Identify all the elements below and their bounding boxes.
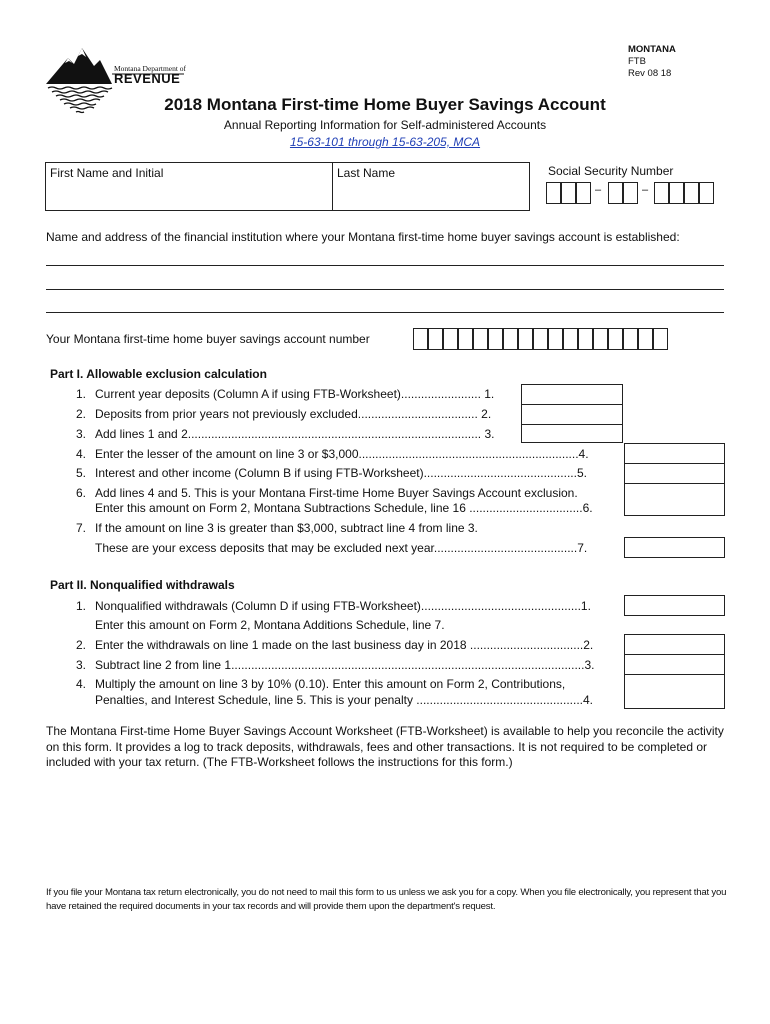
first-name-field[interactable] <box>45 162 333 211</box>
part1-line1-text: Current year deposits (Column A if using FTB-Worksheet)........................ 1. <box>95 387 495 401</box>
part1-heading: Part I. Allowable exclusion calculation <box>50 367 267 381</box>
part1-line4-text: Enter the lesser of the amount on line 3 or $3,000..................................................................4. <box>95 447 589 461</box>
part2-line-number: 3. <box>75 658 86 672</box>
part2-line-number: 1. <box>75 599 86 613</box>
account-digit[interactable] <box>413 328 428 350</box>
part1-line6-input[interactable] <box>624 483 725 516</box>
part2-line3-input[interactable] <box>624 654 725 675</box>
ssn-dash: – <box>595 184 602 196</box>
part1-line7-text-2: These are your excess deposits that may be excluded next year...........................................7. <box>95 541 588 555</box>
part2-line4-text: Multiply the amount on line 3 by 10% (0.10). Enter this amount on Form 2, Contributions, <box>95 677 566 691</box>
part1-line-number: 2. <box>75 407 86 421</box>
institution-line-3[interactable] <box>46 312 724 313</box>
part1-line5-text: Interest and other income (Column B if using FTB-Worksheet)..............................................5. <box>95 466 587 480</box>
state-label: MONTANA <box>628 44 676 55</box>
part1-line-number: 1. <box>75 387 86 401</box>
part2-line4-text-2: Penalties, and Interest Schedule, line 5. This is your penalty ..................................................4. <box>95 693 594 707</box>
account-digit[interactable] <box>593 328 608 350</box>
ssn-digit[interactable] <box>576 182 591 204</box>
account-digit[interactable] <box>578 328 593 350</box>
ssn-digit[interactable] <box>623 182 638 204</box>
part2-heading: Part II. Nonqualified withdrawals <box>50 578 235 592</box>
part2-line1-input[interactable] <box>624 595 725 616</box>
ssn-field[interactable] <box>546 182 726 206</box>
form-id-block <box>628 44 676 80</box>
revision-date: Rev 08 18 <box>628 68 672 79</box>
efile-note: If you file your Montana tax return electronically, you do not need to mail this form to us unless we ask you for a copy. When you file electronically, you represent that you have retained the required documents in your tax records and will provide them upon the department's request. <box>46 887 727 912</box>
dept-line: Montana Department of <box>114 64 187 73</box>
part2-line-number: 2. <box>75 638 86 652</box>
part2-line2-text: Enter the withdrawals on line 1 made on the last business day in 2018 ..................................2. <box>95 638 594 652</box>
account-digit[interactable] <box>458 328 473 350</box>
part1-line-number: 6. <box>75 486 86 500</box>
part1-line3-input[interactable] <box>521 424 623 443</box>
ssn-digit[interactable] <box>546 182 561 204</box>
part2-line3-text: Subtract line 2 from line 1..........................................................................................................3. <box>95 658 595 672</box>
account-number-field[interactable] <box>413 328 673 352</box>
account-digit[interactable] <box>623 328 638 350</box>
account-digit[interactable] <box>488 328 503 350</box>
account-digit[interactable] <box>653 328 668 350</box>
part1-line4-input[interactable] <box>624 443 725 464</box>
ssn-dash: – <box>642 184 649 196</box>
last-name-field[interactable] <box>332 162 530 211</box>
ssn-digit[interactable] <box>699 182 714 204</box>
account-digit[interactable] <box>638 328 653 350</box>
institution-line-1[interactable] <box>46 265 724 266</box>
part1-line7-input[interactable] <box>624 537 725 558</box>
ssn-digit[interactable] <box>684 182 699 204</box>
account-digit[interactable] <box>443 328 458 350</box>
part2-line2-input[interactable] <box>624 634 725 655</box>
account-digit[interactable] <box>548 328 563 350</box>
last-name-label: Last Name <box>337 166 396 180</box>
part2-line1-text-2: Enter this amount on Form 2, Montana Additions Schedule, line 7. <box>95 618 445 632</box>
part2-line1-text: Nonqualified withdrawals (Column D if using FTB-Worksheet)................................................1. <box>95 599 591 613</box>
account-digit[interactable] <box>473 328 488 350</box>
ssn-digit[interactable] <box>669 182 684 204</box>
form-code: FTB <box>628 56 646 67</box>
account-digit[interactable] <box>428 328 443 350</box>
account-number-label: Your Montana first-time home buyer savings account number <box>46 332 370 346</box>
part2-line-number: 4. <box>75 677 86 691</box>
part1-line2-input[interactable] <box>521 404 623 425</box>
account-digit[interactable] <box>518 328 533 350</box>
form-subtitle: Annual Reporting Information for Self-administered Accounts <box>223 118 547 132</box>
dept-name: REVENUE <box>114 71 181 86</box>
ssn-digit[interactable] <box>654 182 669 204</box>
worksheet-note: The Montana First-time Home Buyer Savings Account Worksheet (FTB-Worksheet) is available to help you reconcile the activity on this form. It provides a log to track deposits, withdrawals, fees and other transactions. It is not required to be completed or included with your tax return. (The FTB-Worksheet follows the instructions for this form.) <box>46 724 724 769</box>
account-digit[interactable] <box>503 328 518 350</box>
part1-line6-text: Add lines 4 and 5. This is your Montana First-time Home Buyer Savings Account exclusion. <box>95 486 578 500</box>
part1-line-number: 4. <box>75 447 86 461</box>
first-name-label: First Name and Initial <box>50 166 164 180</box>
part1-line3-text: Add lines 1 and 2........................................................................................ 3. <box>95 427 495 441</box>
part1-line-number: 3. <box>75 427 86 441</box>
part1-line6-text-2: Enter this amount on Form 2, Montana Subtractions Schedule, line 16 ..................................6. <box>95 501 593 515</box>
form-title: 2018 Montana First-time Home Buyer Savings Account <box>164 95 606 114</box>
ssn-digit[interactable] <box>561 182 576 204</box>
part1-line-number: 7. <box>75 521 86 535</box>
account-digit[interactable] <box>563 328 578 350</box>
ssn-digit[interactable] <box>608 182 623 204</box>
part1-line1-input[interactable] <box>521 384 623 405</box>
account-digit[interactable] <box>533 328 548 350</box>
part1-line7-text: If the amount on line 3 is greater than $3,000, subtract line 4 from line 3. <box>95 521 478 535</box>
part2-line4-input[interactable] <box>624 674 725 709</box>
part1-line5-input[interactable] <box>624 463 725 484</box>
part1-line2-text: Deposits from prior years not previously excluded.................................... 2. <box>95 407 492 421</box>
part1-line-number: 5. <box>75 466 86 480</box>
mca-link[interactable]: 15-63-101 through 15-63-205, MCA <box>289 135 481 149</box>
institution-line-2[interactable] <box>46 289 724 290</box>
account-digit[interactable] <box>608 328 623 350</box>
ssn-label: Social Security Number <box>548 164 674 178</box>
institution-label: Name and address of the financial institution where your Montana first-time home buyer savings account is established: <box>46 230 680 244</box>
